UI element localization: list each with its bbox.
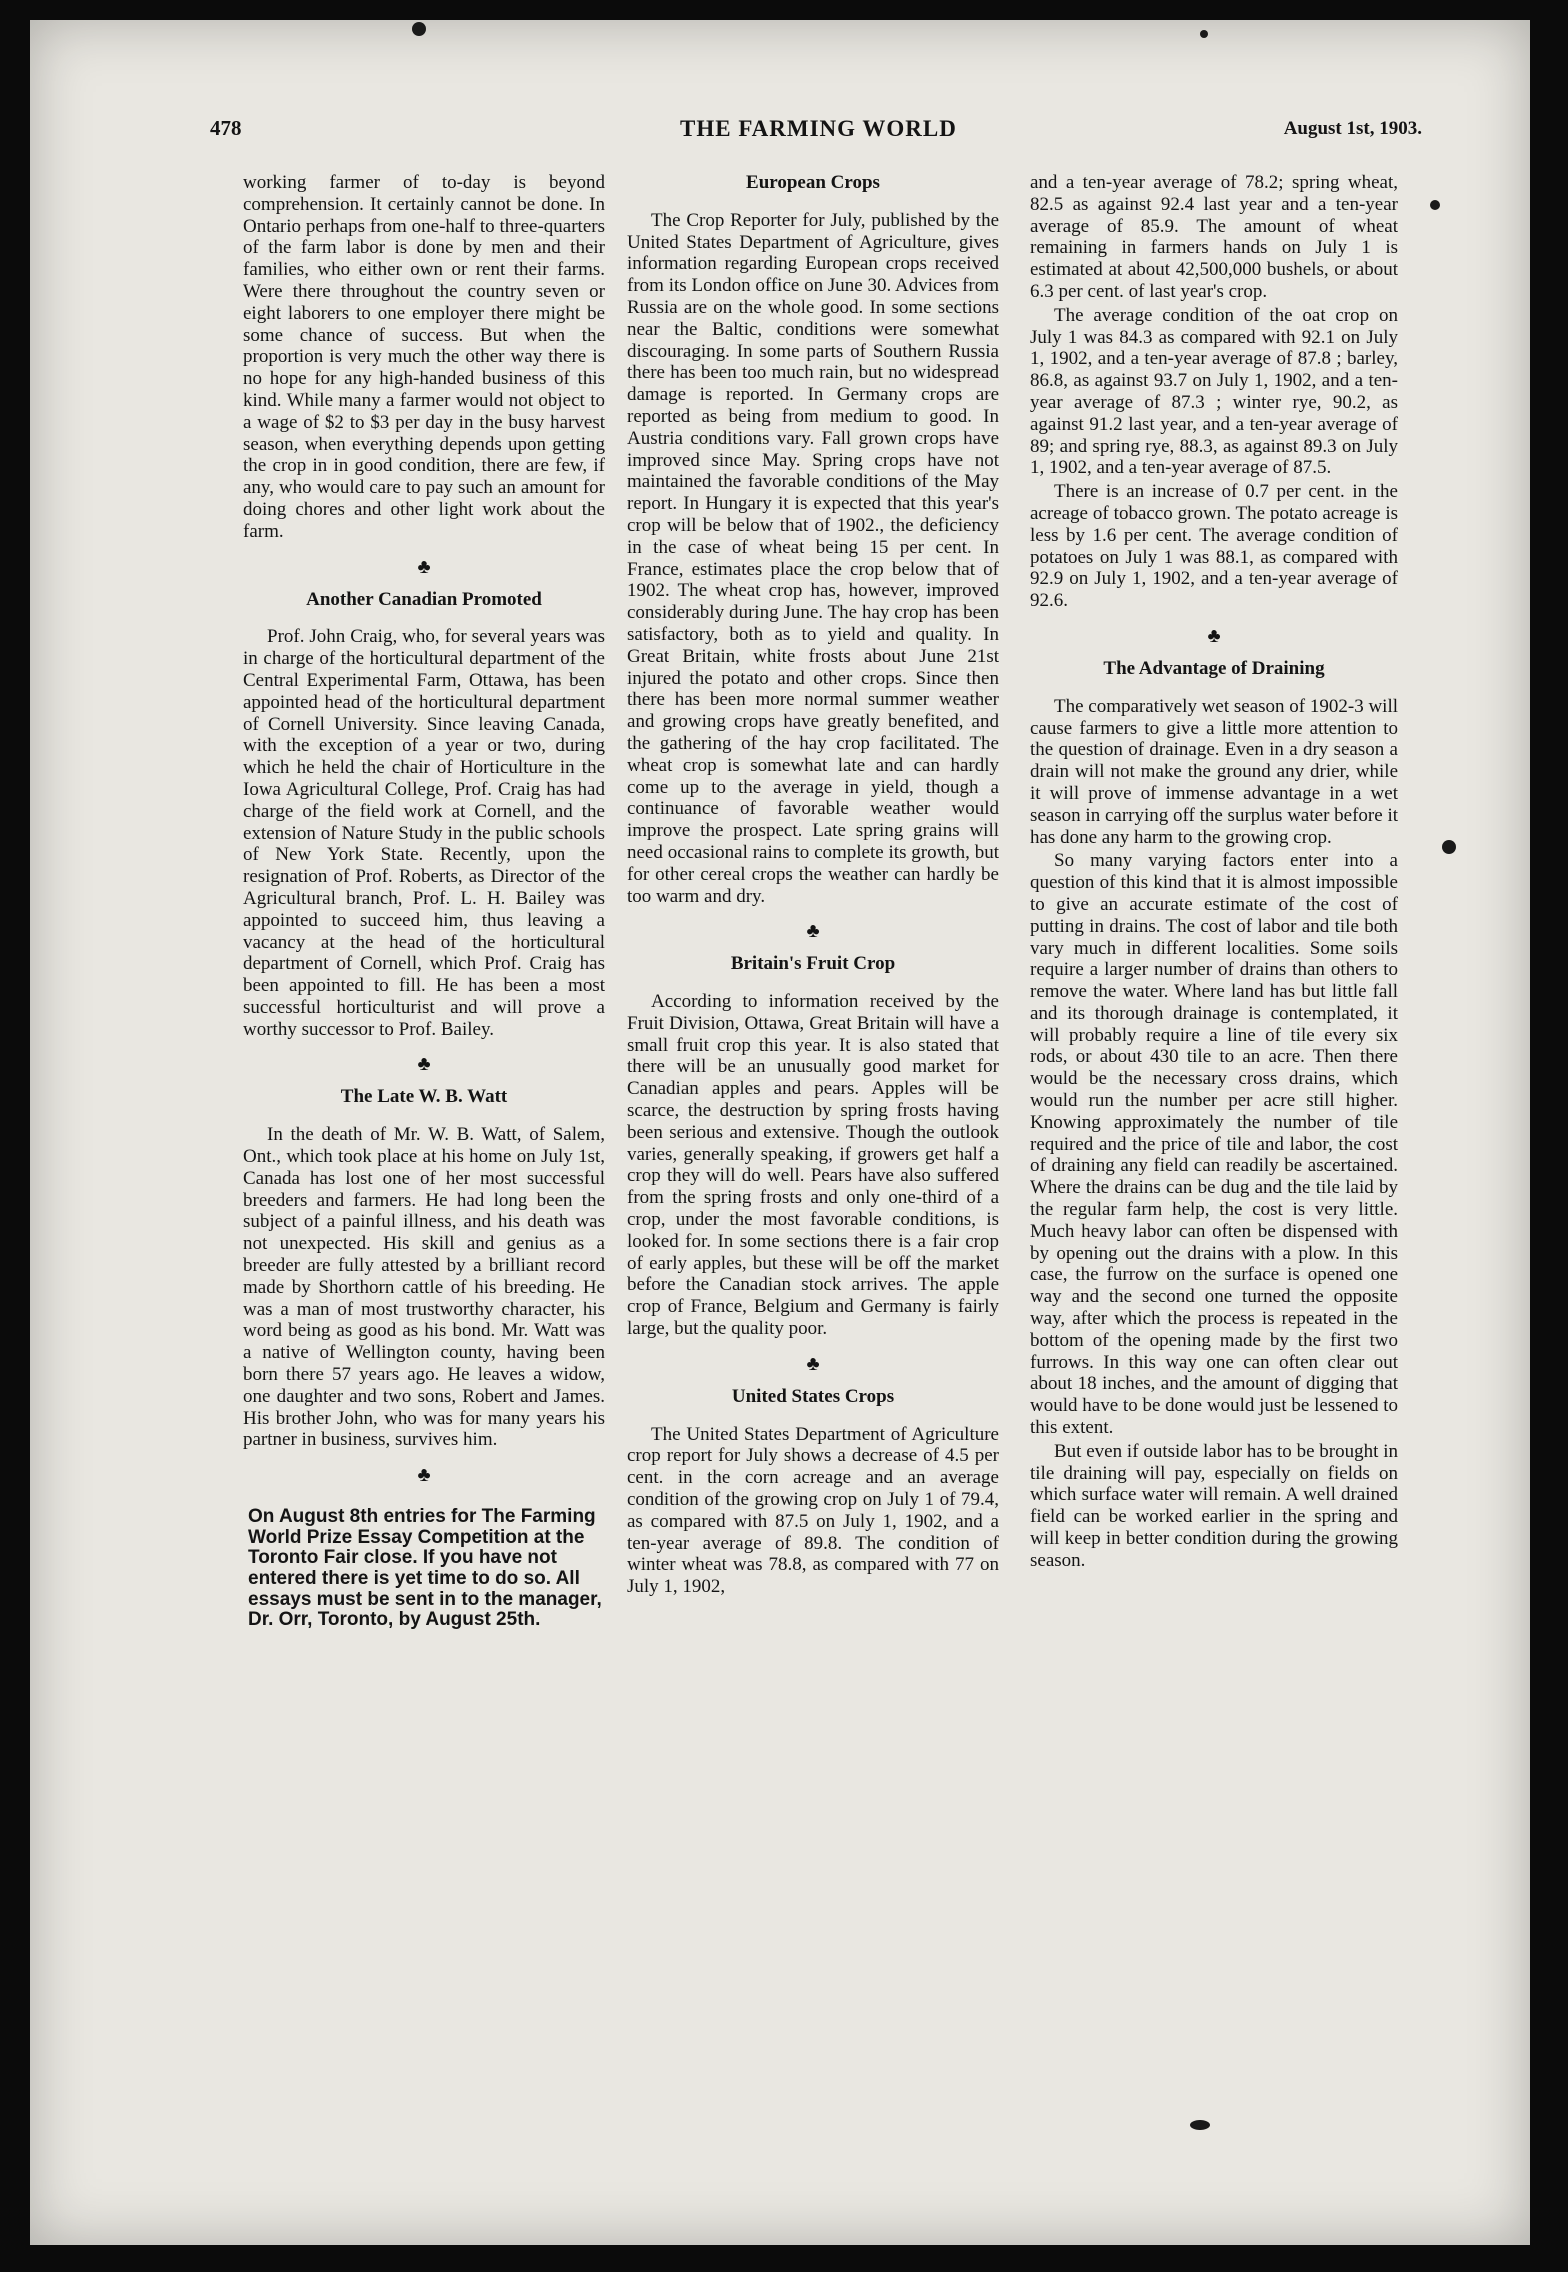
ink-spot xyxy=(1190,2120,1210,2130)
article-paragraph: But even if outside labor has to be brought in tile draining will pay, especially on fields on which surface water will remain. A well drained field can be worked earlier in the spring and will keep in better condition during the growing season. xyxy=(1030,1440,1398,1571)
column-2 xyxy=(627,172,999,1600)
article-paragraph: The United States Department of Agriculture crop report for July shows a decrease of 4.5 per cent. in the corn acreage and an average condition of the growing crop on July 1 of 79.4, as compared with 87.5 on July 1, 1902, and a ten-year average of 89.8. The condition of winter wheat was 78.8, as compared with 77 on July 1, 1902, xyxy=(627,1423,999,1598)
article-heading: Another Canadian Promoted xyxy=(306,588,542,610)
article-paragraph: So many varying factors enter into a question of this kind that it is almost impossible to give an accurate estimate of the cost of putting in drains. The cost of labor and tile both vary much in different localities. Some soils require a larger number of drains than others to remove the water. Where land has but little fall and its thorough drainage is contemplated, it will probably require a line of tile every six rods, or about 430 tile to an acre. Then there would be the necessary cross drains, which would run the number per acre still higher. Knowing approximately the number of tile required and the price of tile and labor, the cost of draining any field can readily be ascertained. Where the drains can be dug and the tile laid by the regular farm help, the cost is very little. Much heavy labor can often be dispensed with by opening out the drains with a plow. In this case, the furrow on the surface is opened one way and the second one turned the opposite way, after which the process is repeated in the bottom of the opening made by the first two furrows. In this way one can often clear out about 18 inches, and the amount of digging that would have to be done would just be lessened to this extent. xyxy=(1030,850,1398,1439)
ink-spot xyxy=(412,22,426,36)
article-heading: The Late W. B. Watt xyxy=(340,1086,508,1108)
article-paragraph: The average condition of the oat crop on July 1 was 84.3 as compared with 92.1 on July 1, 1902, and a ten-year average of 87.8 ; barley, 86.8, as against 93.7 on July 1, 1902, and a ten-year average of 87.3 ; winter rye, 90.2, as against 91.2 last year, and a ten-year average of 89; and spring rye, 88.3, as against 89.3 on July 1, 1902, and a ten-year average of 87.5. xyxy=(1030,304,1398,479)
journal-title: THE FARMING WORLD xyxy=(680,116,957,141)
article-paragraph: In the death of Mr. W. B. Watt, of Salem, Ont., which took place at his home on July 1st, Canada has lost one of her most successful breeders and farmers. He had long been the subject of a painful illness, and his death was not unexpected. His skill and genius as a breeder are fully attested by a brilliant record made by Shorthorn cattle of his breeding. He was a man of most trustworthy character, his word being as good as his bond. Mr. Watt was a native of Wellington county, having been born there 57 years ago. He leaves a widow, one daughter and two sons, Robert and James. His brother John, who was for many years his partner in business, survives him. xyxy=(243,1124,605,1451)
article-paragraph: The Crop Reporter for July, published by the United States Department of Agriculture, gives information regarding European crops received from its London office on June 30. Advices from Russia are on the whole good. In some sections near the Baltic, conditions were somewhat discouraging. In some parts of Southern Russia there has been too much rain, but no widespread damage is reported. In Germany crops are reported as being from medium to good. In Austria conditions vary. Fall grown crops have improved since May. Spring crops have not maintained the favorable conditions of the May report. In Hungary it is expected that this year's crop will be below that of 1902., the deficiency in the case of wheat being 15 per cent. In France, estimates place the crop below that of 1902. The wheat crop has, however, improved considerably during June. The hay crop has been satisfactory, both as to yield and quality. In Great Britain, white frosts about June 21st injured the potato and other crops. Since then there has been more normal summer weather and growing crops have greatly benefited, and the gathering of the hay crop facilitated. The wheat crop is somewhat late and can hardly come up to the average in yield, though a continuance of favorable weather would improve the prospect. Late spring grains will need occasional rains to complete its growth, but for other cereal crops the weather can hardly be too warm and dry. xyxy=(627,209,999,907)
ornament-icon: ♣ xyxy=(417,1053,431,1076)
article-continuation: working farmer of to-day is beyond comprehension. It certainly cannot be done. In Ontario perhaps from one-half to three-quarters of the farm labor is done by men and their families, who either own or rent their farms. Were there throughout the country seven or eight laborers to one employer there might be some chance of success. But when the proportion is very much the other way there is no hope for any high-handed business of this kind. While many a farmer would not object to a wage of $2 to $3 per day in the busy harvest season, when everything depends upon getting the crop in in good condition, there are few, if any, who would care to pay such an amount for doing chores and other light work about the farm. xyxy=(243,172,605,542)
issue-date: August 1st, 1903. xyxy=(1283,118,1422,139)
running-head xyxy=(210,106,1422,146)
ink-spot xyxy=(1200,30,1208,38)
ornament-icon: ♣ xyxy=(417,1464,431,1487)
article-heading: Britain's Fruit Crop xyxy=(730,953,896,975)
ornament-icon: ♣ xyxy=(806,1352,820,1375)
article-paragraph: The comparatively wet season of 1902-3 will cause farmers to give a little more attention to the question of drainage. Even in a dry season a drain will not make the ground any drier, while it will prove of immense advantage in a wet season in carrying off the surplus water before it has done any harm to the growing crop. xyxy=(1030,695,1399,848)
article-heading: The Advantage of Draining xyxy=(1103,657,1325,679)
ink-spot xyxy=(1430,200,1440,210)
ornament-icon: ♣ xyxy=(417,555,431,578)
article-continuation: and a ten-year average of 78.2; spring wheat, 82.5 as against 92.4 last year and a ten-year average of 85.9. The amount of wheat remaining in farmers hands on July 1 is estimated at about 42,500,000 bushels, or about 6.3 per cent. of last year's crop. xyxy=(1030,172,1398,302)
article-heading: European Crops xyxy=(746,172,880,193)
ink-spot xyxy=(1442,840,1456,854)
page-number: 478 xyxy=(210,116,242,140)
column-3 xyxy=(1030,172,1398,1574)
ornament-icon: ♣ xyxy=(1207,624,1221,647)
article-paragraph: Prof. John Craig, who, for several years was in charge of the horticultural department of the Central Experimental Farm, Ottawa, has been appointed head of the horticultural department of Cornell University. Since leaving Canada, with the exception of a year or two, during which he held the chair of Horticulture in the Iowa Agricultural College, Prof. Craig has had charge of the field work at Cornell, and the extension of Nature Study in the public schools of New York State. Recently, upon the resignation of Prof. Roberts, as Director of the Agricultural branch, Prof. L. H. Bailey was appointed to succeed him, thus leaving a vacancy at the head of the horticultural department of Cornell, which Prof. Craig has been appointed to fill. He has been a most successful horticulturist and will prove a worthy successor to Prof. Bailey. xyxy=(243,626,605,1040)
column-1 xyxy=(243,172,605,1631)
article-paragraph: There is an increase of 0.7 per cent. in the acreage of tobacco grown. The potato acreage is less by 1.6 per cent. The average condition of potatoes on July 1 was 88.1, as compared with 92.9 on July 1, 1902, and a ten-year average of 92.6. xyxy=(1030,481,1398,612)
essay-competition-notice: On August 8th entries for The Farming World Prize Essay Competition at the Toronto Fair close. If you have not entered there is yet time to do so. All essays must be sent in to the manager, Dr. Orr, Toronto, by August 25th. xyxy=(248,1506,602,1631)
article-paragraph: According to information received by the Fruit Division, Ottawa, Great Britain will have a small fruit crop this year. It is also stated that there will be an unusually good market for Canadian apples and pears. Apples will be scarce, the destruction by spring frosts having been serious and extensive. Though the outlook varies, generally speaking, if growers get half a crop they will do well. Pears have also suffered from the spring frosts and only one-third of a crop, under the most favorable conditions, is looked for. In some sections there is a fair crop of early apples, but these will be off the market before the Canadian stock arrives. The apple crop of France, Belgium and Germany is fairly large, but the quality poor. xyxy=(627,991,999,1340)
ornament-icon: ♣ xyxy=(806,920,820,943)
article-heading: United States Crops xyxy=(731,1385,895,1407)
